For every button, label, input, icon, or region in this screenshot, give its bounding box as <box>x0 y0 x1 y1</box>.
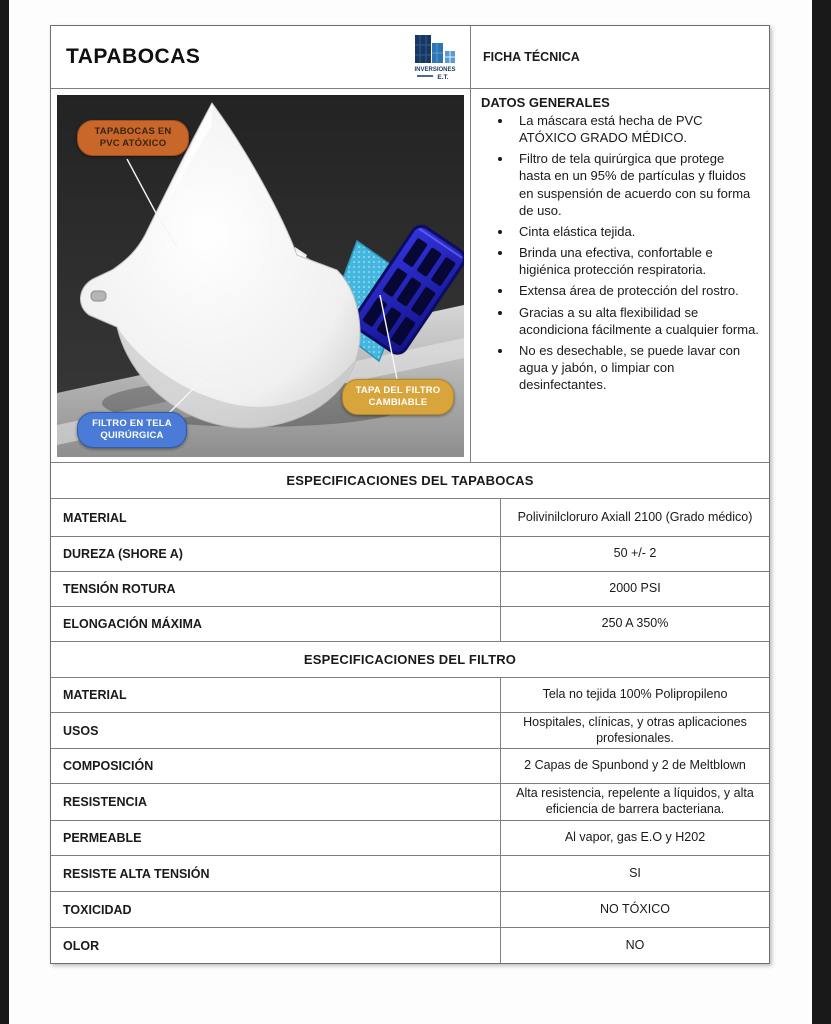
spec-label: RESISTE ALTA TENSIÓN <box>63 866 210 881</box>
table-row <box>51 498 769 536</box>
table-row <box>51 783 769 820</box>
spec-value: Al vapor, gas E.O y H202 <box>500 821 769 855</box>
datos-generales-list <box>481 112 759 393</box>
list-item: • Brinda una efectiva, confortable e higiénica protección respiratoria. <box>513 244 759 278</box>
spec-label: RESISTENCIA <box>63 795 148 809</box>
spec-label: ELONGACIÓN MÁXIMA <box>63 617 202 631</box>
table-row <box>51 712 769 748</box>
table-row <box>51 820 769 855</box>
svg-text:E.T.: E.T. <box>437 74 449 81</box>
list-item: • Extensa área de protección del rostro. <box>513 282 759 299</box>
spec-label: DUREZA (SHORE A) <box>63 547 183 561</box>
spec-label: OLOR <box>63 938 100 953</box>
section-header-filtro <box>51 641 769 677</box>
spec-value: 2 Capas de Spunbond y 2 de Meltblown <box>500 749 769 783</box>
table-row <box>51 748 769 783</box>
spec-value: Tela no tejida 100% Polipropileno <box>500 678 769 712</box>
spec-value: Alta resistencia, repelente a líquidos, y alta eficiencia de barrera bacteriana. <box>500 784 769 820</box>
spec-value: Polivinilcloruro Axiall 2100 (Grado médico) <box>500 499 769 536</box>
spec-value: NO <box>500 928 769 963</box>
section-title: ESPECIFICACIONES DEL TAPABOCAS <box>286 473 534 488</box>
spec-label: PERMEABLE <box>63 831 142 845</box>
spec-value: 2000 PSI <box>500 572 769 606</box>
title-cell <box>51 26 470 88</box>
table-row <box>51 855 769 891</box>
list-item: • Cinta elástica tejida. <box>513 223 759 240</box>
callout-pvc: TAPABOCAS EN PVC ATÓXICO <box>77 120 189 156</box>
spec-label: COMPOSICIÓN <box>63 759 154 773</box>
section-header-tapabocas <box>51 462 769 498</box>
spec-label: TENSIÓN ROTURA <box>63 582 176 596</box>
callout-filtro: FILTRO EN TELA QUIRÚRGICA <box>77 412 187 448</box>
list-item: • Filtro de tela quirúrgica que protege hasta en un 95% de partículas y fluidos en suspensión de acuerdo con su forma de uso. <box>513 150 759 219</box>
doc-type-cell <box>470 26 769 88</box>
table-row <box>51 927 769 963</box>
callout-tapa: TAPA DEL FILTRO CAMBIABLE <box>342 379 454 415</box>
main-row <box>51 88 769 462</box>
header-row <box>51 26 769 88</box>
page-title: TAPABOCAS <box>66 45 201 68</box>
spec-value: SI <box>500 856 769 891</box>
scan-right-border <box>812 0 831 1024</box>
spec-value: NO TÓXICO <box>500 892 769 927</box>
svg-text:INVERSIONES: INVERSIONES <box>414 67 456 73</box>
section-title: ESPECIFICACIONES DEL FILTRO <box>303 652 517 667</box>
product-image-cell <box>51 89 470 463</box>
scan-left-border <box>0 0 9 1024</box>
table-row <box>51 536 769 571</box>
spec-label: USOS <box>63 723 99 738</box>
list-item: • Gracias a su alta flexibilidad se acondiciona fácilmente a cualquier forma. <box>513 304 759 338</box>
list-item: • La máscara está hecha de PVC ATÓXICO GRADO MÉDICO. <box>513 112 759 146</box>
product-render <box>57 95 464 457</box>
spec-label: TOXICIDAD <box>63 902 132 917</box>
table-row <box>51 677 769 712</box>
spec-value: 50 +/- 2 <box>500 537 769 571</box>
spec-value: Hospitales, clínicas, y otras aplicaciones profesionales. <box>500 713 769 748</box>
table-row <box>51 606 769 641</box>
spec-label: MATERIAL <box>63 688 127 702</box>
spec-value: 250 A 350% <box>500 607 769 641</box>
list-item: • No es desechable, se puede lavar con agua y jabón, o limpiar con desinfectantes. <box>513 342 759 393</box>
inversiones-logo-icon <box>405 33 465 81</box>
spec-label: MATERIAL <box>63 510 127 525</box>
table-row <box>51 571 769 606</box>
table-row <box>51 891 769 927</box>
company-logo <box>405 33 465 81</box>
doc-type-label: FICHA TÉCNICA <box>483 50 580 64</box>
datos-generales-cell <box>470 89 769 463</box>
datos-generales-title: DATOS GENERALES <box>481 95 610 110</box>
datasheet-table <box>50 25 770 964</box>
